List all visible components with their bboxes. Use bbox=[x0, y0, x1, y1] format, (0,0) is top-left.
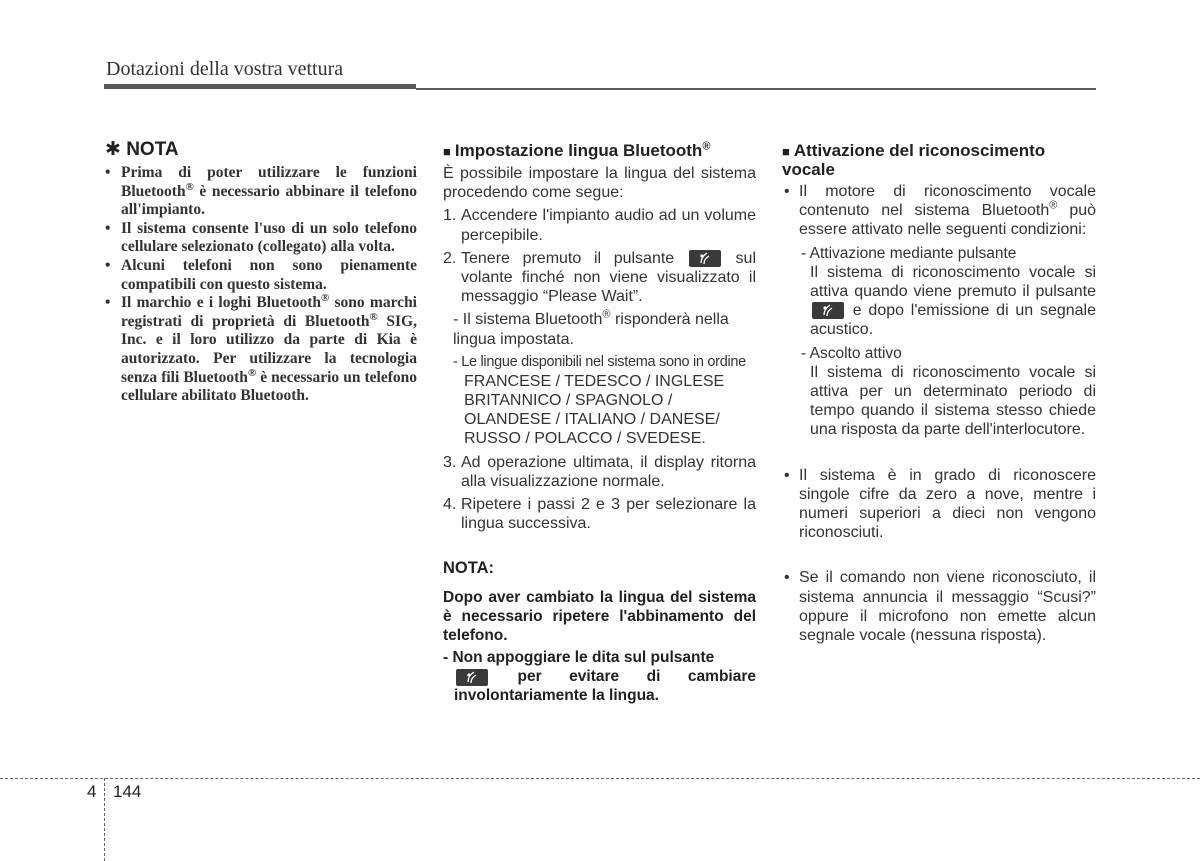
voice-section-heading bbox=[782, 142, 1096, 179]
footer-dashed-rule bbox=[0, 778, 1200, 779]
page-number: 144 bbox=[113, 782, 142, 801]
step-4 bbox=[443, 495, 756, 533]
nota2-sub-text-a: - Non appoggiare le dita sul pulsante bbox=[443, 649, 715, 667]
sub-a-text-2: e dopo l'emissione di un segnale acustico. bbox=[810, 302, 1096, 339]
voice-heading-text: Attivazione del riconoscimento vocale bbox=[782, 141, 1046, 179]
sub-b-text: Il sistema di riconoscimento vocale si attiva per un determinato periodo di tempo quando il sistema stesso chiede una risposta da parte dell'interlocutore. bbox=[810, 363, 1096, 439]
nota2-sub-text-b: per evitare di cambiare involontariamente la lingua. bbox=[454, 668, 756, 705]
column-voice-recognition bbox=[782, 138, 1096, 645]
step-text: Ripetere i passi 2 e 3 per selezionare la lingua successiva. bbox=[461, 496, 756, 533]
step-2-text-b: sul volante finché non viene visualizzato il messaggio “Please Wait”. bbox=[461, 249, 756, 306]
column-language-setting bbox=[443, 138, 756, 705]
voice-bullet-1: • Il motore di riconoscimento vocale contenuto nel sistema Bluetooth® può essere attivato nelle seguenti condizioni: bbox=[782, 182, 1096, 240]
column-note bbox=[105, 138, 417, 406]
voice-talk-button-icon bbox=[456, 669, 488, 686]
step-2-sub-2: - Le lingue disponibili nel sistema sono in ordine bbox=[453, 353, 746, 370]
nota-item: • Alcuni telefoni non sono pienamente compatibili con questo sistema. bbox=[105, 257, 417, 294]
asterisk-icon: ✱ bbox=[105, 139, 121, 160]
nota-title: NOTA bbox=[126, 139, 179, 160]
language-heading-text: Impostazione lingua Bluetooth® bbox=[454, 140, 711, 160]
nota-item: • Prima di poter utilizzare le funzioni Bluetooth® è necessario abbinare il telefono all'impianto. bbox=[105, 164, 417, 220]
language-list: FRANCESE / TEDESCO / INGLESE BRITANNICO / SPAGNOLO / OLANDESE / ITALIANO / DANESE/ RUSSO / POLACCO / SVEDESE. bbox=[464, 372, 725, 448]
sub-a-text bbox=[782, 263, 1096, 340]
sub-b-title: - Ascolto attivo bbox=[801, 344, 902, 362]
nota2-sub bbox=[443, 648, 756, 705]
nota2-heading: NOTA: bbox=[443, 559, 495, 578]
sub-a-text-1: Il sistema di riconoscimento vocale si attiva quando viene premuto il pulsante bbox=[810, 263, 1096, 301]
nota2-sub-continuation bbox=[443, 667, 756, 705]
step-text bbox=[461, 249, 756, 307]
chapter-number: 4 bbox=[87, 782, 97, 801]
square-bullet-icon: ■ bbox=[782, 144, 790, 159]
nota-heading bbox=[105, 138, 417, 161]
step-number: 1. bbox=[443, 207, 457, 225]
step-number: 3. bbox=[443, 453, 457, 471]
header-rule-thin bbox=[416, 88, 1096, 90]
step-2-text-a: Tenere premuto il pulsante bbox=[461, 249, 675, 267]
voice-bullet-2: • Il sistema è in grado di riconoscere singole cifre da zero a nove, mentre i numeri superiori a dieci non vengono riconosciuti. bbox=[782, 466, 1096, 543]
step-number: 4. bbox=[443, 496, 457, 514]
step-3 bbox=[443, 453, 756, 491]
step-1 bbox=[443, 206, 756, 244]
step-2 bbox=[443, 249, 756, 307]
voice-talk-button-icon bbox=[812, 302, 844, 319]
voice-talk-button-icon bbox=[689, 250, 721, 267]
step-number: 2. bbox=[443, 249, 457, 267]
footer-vertical-dashed-rule bbox=[104, 778, 105, 861]
step-2-sub-1: - Il sistema Bluetooth® risponderà nella lingua impostata. bbox=[453, 309, 729, 348]
sub-a-title: - Attivazione mediante pulsante bbox=[801, 244, 1017, 262]
language-intro: È possibile impostare la lingua del sistema procedendo come segue: bbox=[443, 165, 756, 202]
nota-list bbox=[105, 164, 417, 406]
page-header-title: Dotazioni della vostra vettura bbox=[106, 58, 344, 80]
step-text: Accendere l'impianto audio ad un volume percepibile. bbox=[461, 207, 756, 244]
nota-item: • Il sistema consente l'uso di un solo telefono cellulare selezionato (collegato) alla volta. bbox=[105, 220, 417, 257]
nota2-text: Dopo aver cambiato la lingua del sistema è necessario ripetere l'abbinamento del telefono. bbox=[443, 589, 756, 645]
header-rule-thick bbox=[104, 84, 416, 89]
step-text: Ad operazione ultimata, il display ritorna alla visualizzazione normale. bbox=[461, 453, 756, 490]
nota-item: • Il marchio e i loghi Bluetooth® sono marchi registrati di proprietà di Bluetooth® SIG, Inc. e il loro utilizzo da parte di Kia è autorizzato. Per utilizzare la tecnologia senza fili Bluetooth® è necessario un telefono cellulare abilitato Bluetooth. bbox=[105, 294, 417, 406]
square-bullet-icon: ■ bbox=[443, 144, 451, 159]
language-section-heading bbox=[443, 142, 756, 161]
voice-bullet-3: • Se il comando non viene riconosciuto, il sistema annuncia il messaggio “Scusi?” oppure il microfono non emette alcun segnale vocale (nessuna risposta). bbox=[782, 568, 1096, 645]
